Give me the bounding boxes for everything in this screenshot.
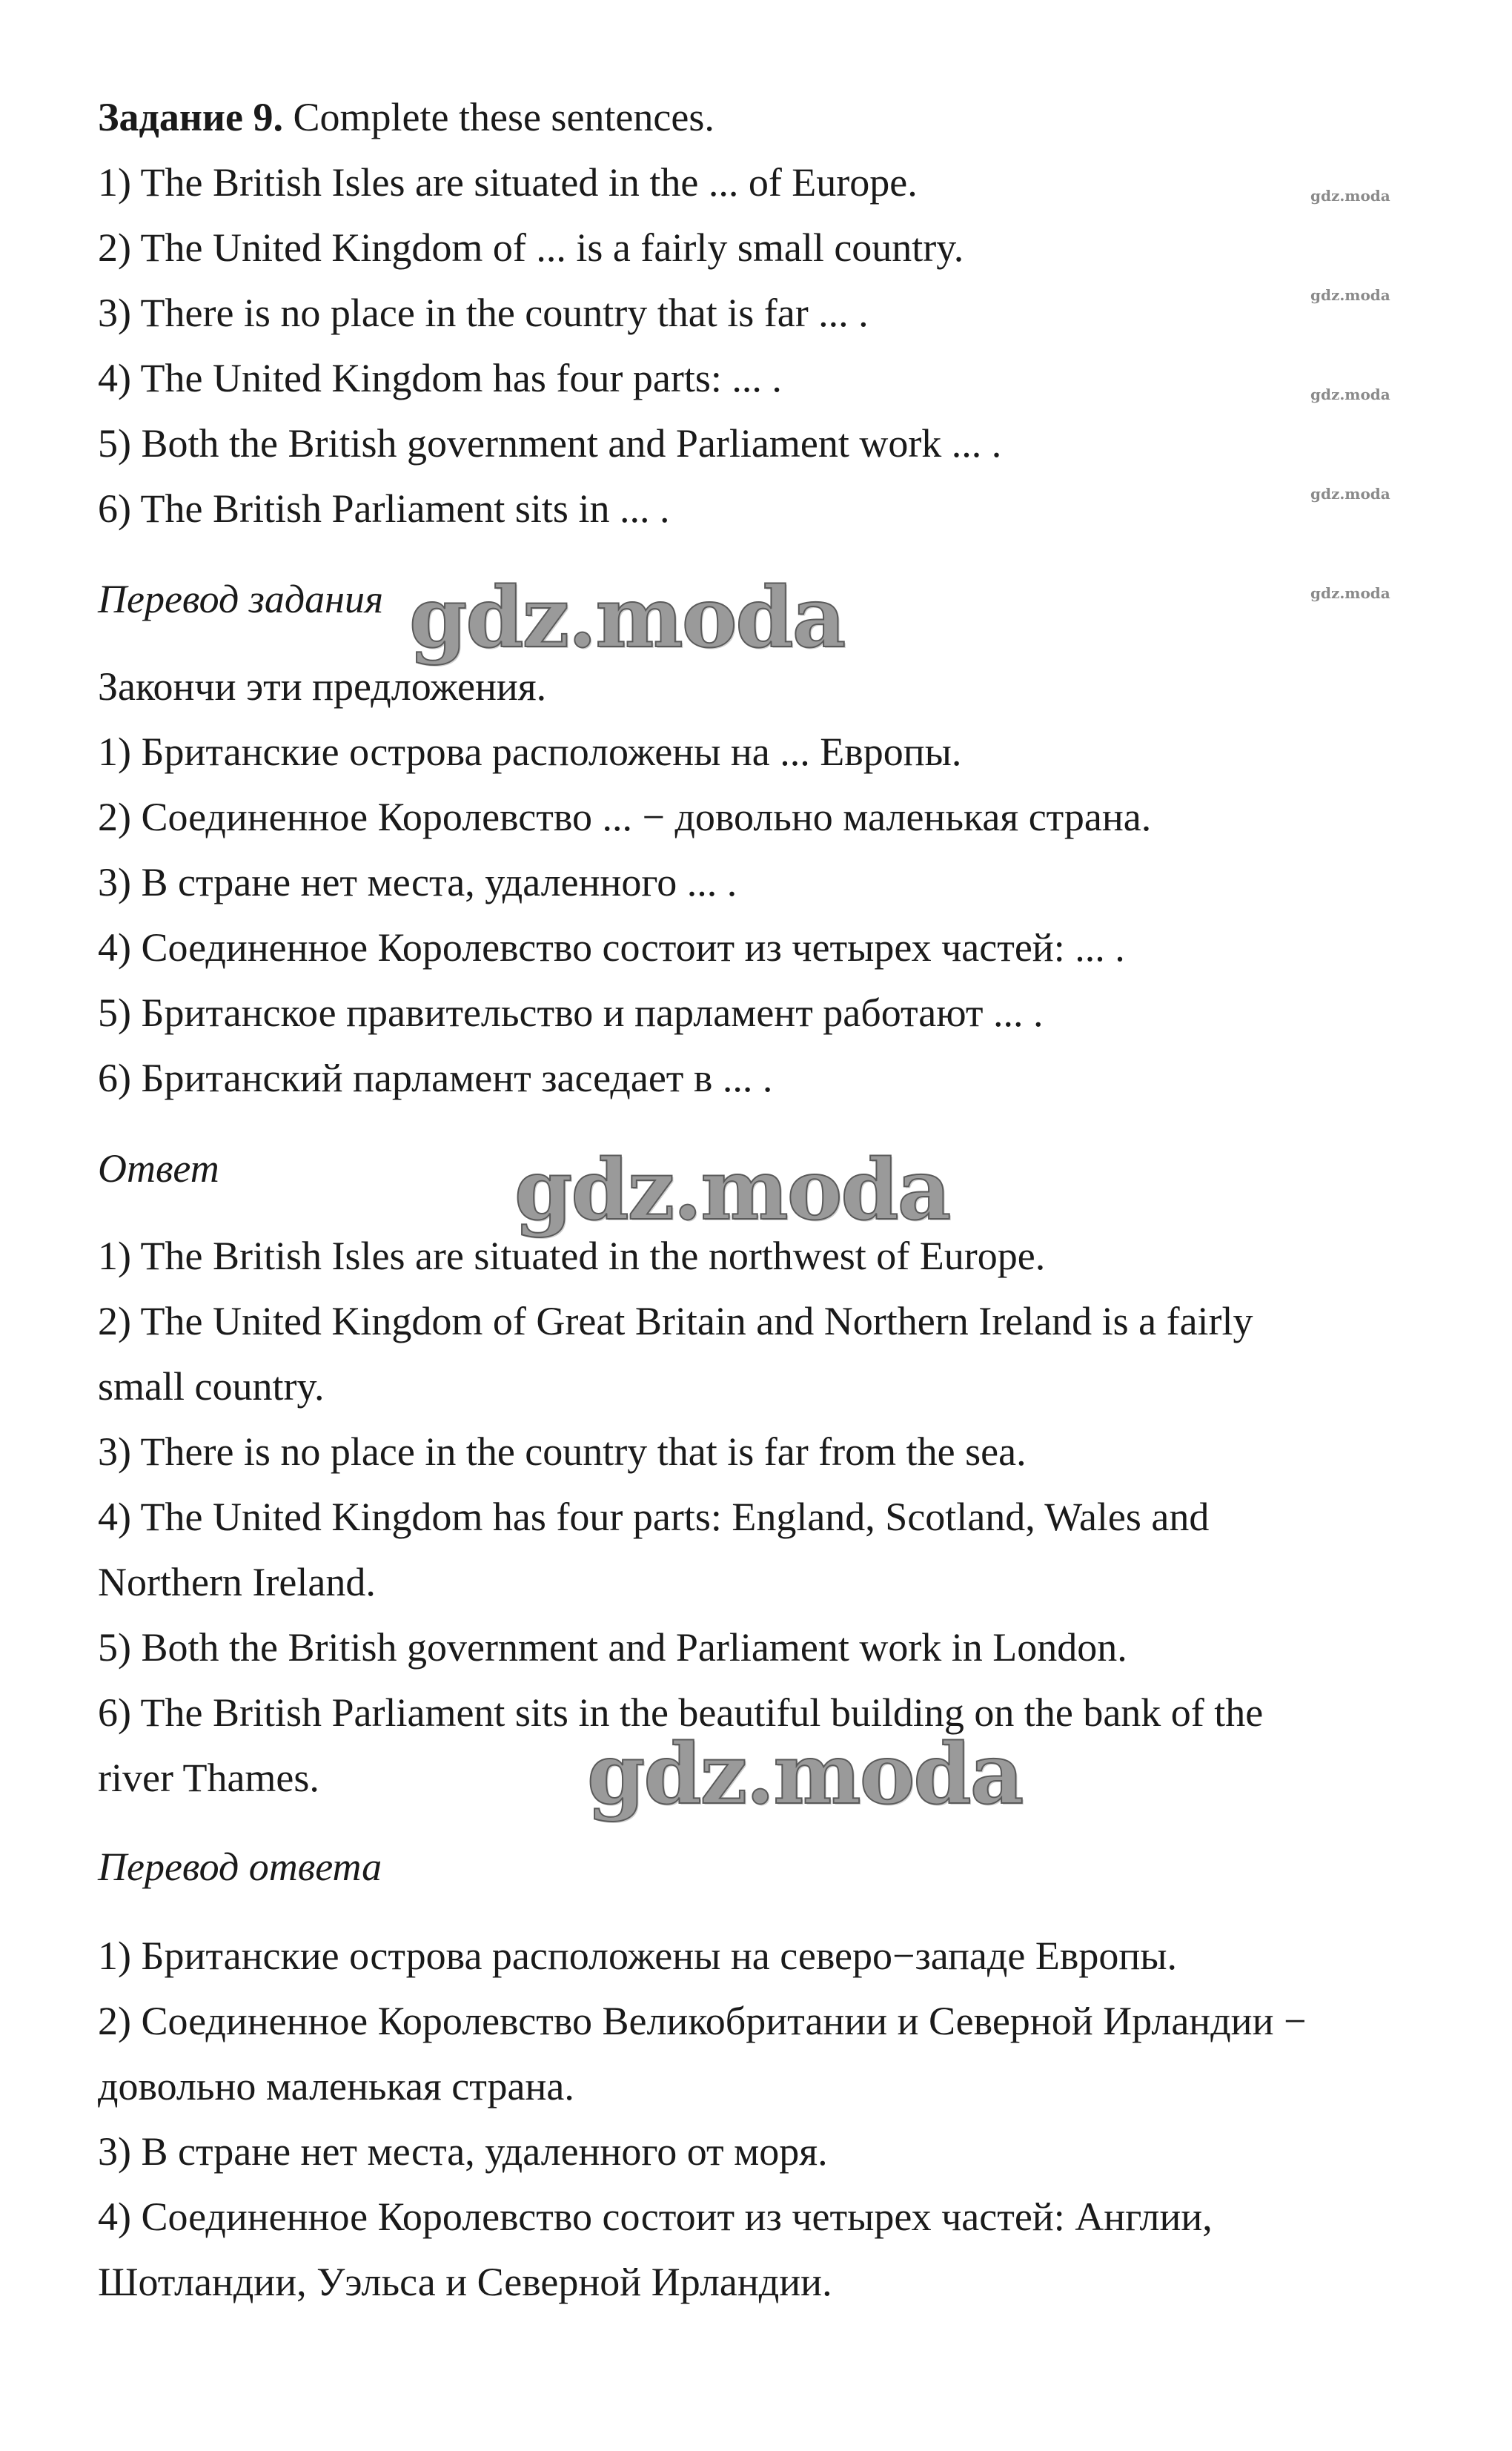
- task-item: 6) The British Parliament sits in ... .: [98, 486, 670, 531]
- answer-line: 6) The British Parliament sits in the beautiful building on the bank of the: [98, 1690, 1264, 1735]
- answer-line: river Thames.: [98, 1756, 319, 1800]
- task-item: 4) The United Kingdom has four parts: ... .: [98, 356, 782, 400]
- answer-line: Northern Ireland.: [98, 1560, 376, 1604]
- answer-line: 1) The British Isles are situated in the northwest of Europe.: [98, 1234, 1046, 1278]
- answer-translation-line: 1) Британские острова расположены на северо−западе Европы.: [98, 1934, 1177, 1978]
- watermark-large: gdz.moda: [587, 1726, 1023, 1823]
- task-item: 1) The British Isles are situated in the ... of Europe.: [98, 160, 918, 205]
- task-instruction: Complete these sentences.: [293, 95, 714, 139]
- watermark-small: gdz.moda: [1310, 485, 1390, 503]
- answer-line: 2) The United Kingdom of Great Britain and Northern Ireland is a fairly: [98, 1299, 1253, 1343]
- task-item: 3) There is no place in the country that is far ... .: [98, 291, 869, 335]
- task-translation-instruction: Закончи эти предложения.: [98, 664, 547, 709]
- answer-translation-line: Шотландии, Уэльса и Северной Ирландии.: [98, 2260, 832, 2304]
- answer-translation-line: 3) В стране нет места, удаленного от моря.: [98, 2129, 828, 2174]
- task-item: 2) The United Kingdom of ... is a fairly small country.: [98, 225, 964, 270]
- task-translation-item: 1) Британские острова расположены на ... Европы.: [98, 730, 962, 774]
- answer-translation-heading: Перевод ответа: [98, 1845, 382, 1889]
- task-heading-line: [98, 95, 714, 139]
- watermark-small: gdz.moda: [1310, 386, 1390, 403]
- watermark-small: gdz.moda: [1310, 584, 1390, 602]
- task-translation-item: 4) Соединенное Королевство состоит из четырех частей: ... .: [98, 925, 1125, 970]
- answer-line: small country.: [98, 1364, 325, 1409]
- task-item: 5) Both the British government and Parliament work ... .: [98, 421, 1002, 466]
- task-translation-item: 6) Британский парламент заседает в ... .: [98, 1056, 773, 1100]
- watermark-small: gdz.moda: [1310, 286, 1390, 304]
- watermark-large: gdz.moda: [514, 1142, 950, 1239]
- task-translation-heading: Перевод задания: [98, 577, 384, 621]
- task-translation-item: 2) Соединенное Королевство ... − довольно маленькая страна.: [98, 795, 1152, 839]
- task-number: Задание 9.: [98, 95, 284, 139]
- answer-translation-line: 4) Соединенное Королевство состоит из четырех частей: Англии,: [98, 2194, 1213, 2239]
- watermark-large: gdz.moda: [409, 569, 845, 666]
- answer-heading: Ответ: [98, 1146, 219, 1191]
- answer-translation-line: довольно маленькая страна.: [98, 2064, 574, 2108]
- watermark-small: gdz.moda: [1310, 187, 1390, 205]
- task-translation-item: 5) Британское правительство и парламент работают ... .: [98, 990, 1044, 1035]
- task-translation-item: 3) В стране нет места, удаленного ... .: [98, 860, 737, 904]
- answer-line: 3) There is no place in the country that is far from the sea.: [98, 1429, 1027, 1474]
- answer-line: 5) Both the British government and Parliament work in London.: [98, 1625, 1127, 1670]
- answer-line: 4) The United Kingdom has four parts: England, Scotland, Wales and: [98, 1495, 1210, 1539]
- answer-translation-line: 2) Соединенное Королевство Великобритании и Северной Ирландии −: [98, 1999, 1307, 2043]
